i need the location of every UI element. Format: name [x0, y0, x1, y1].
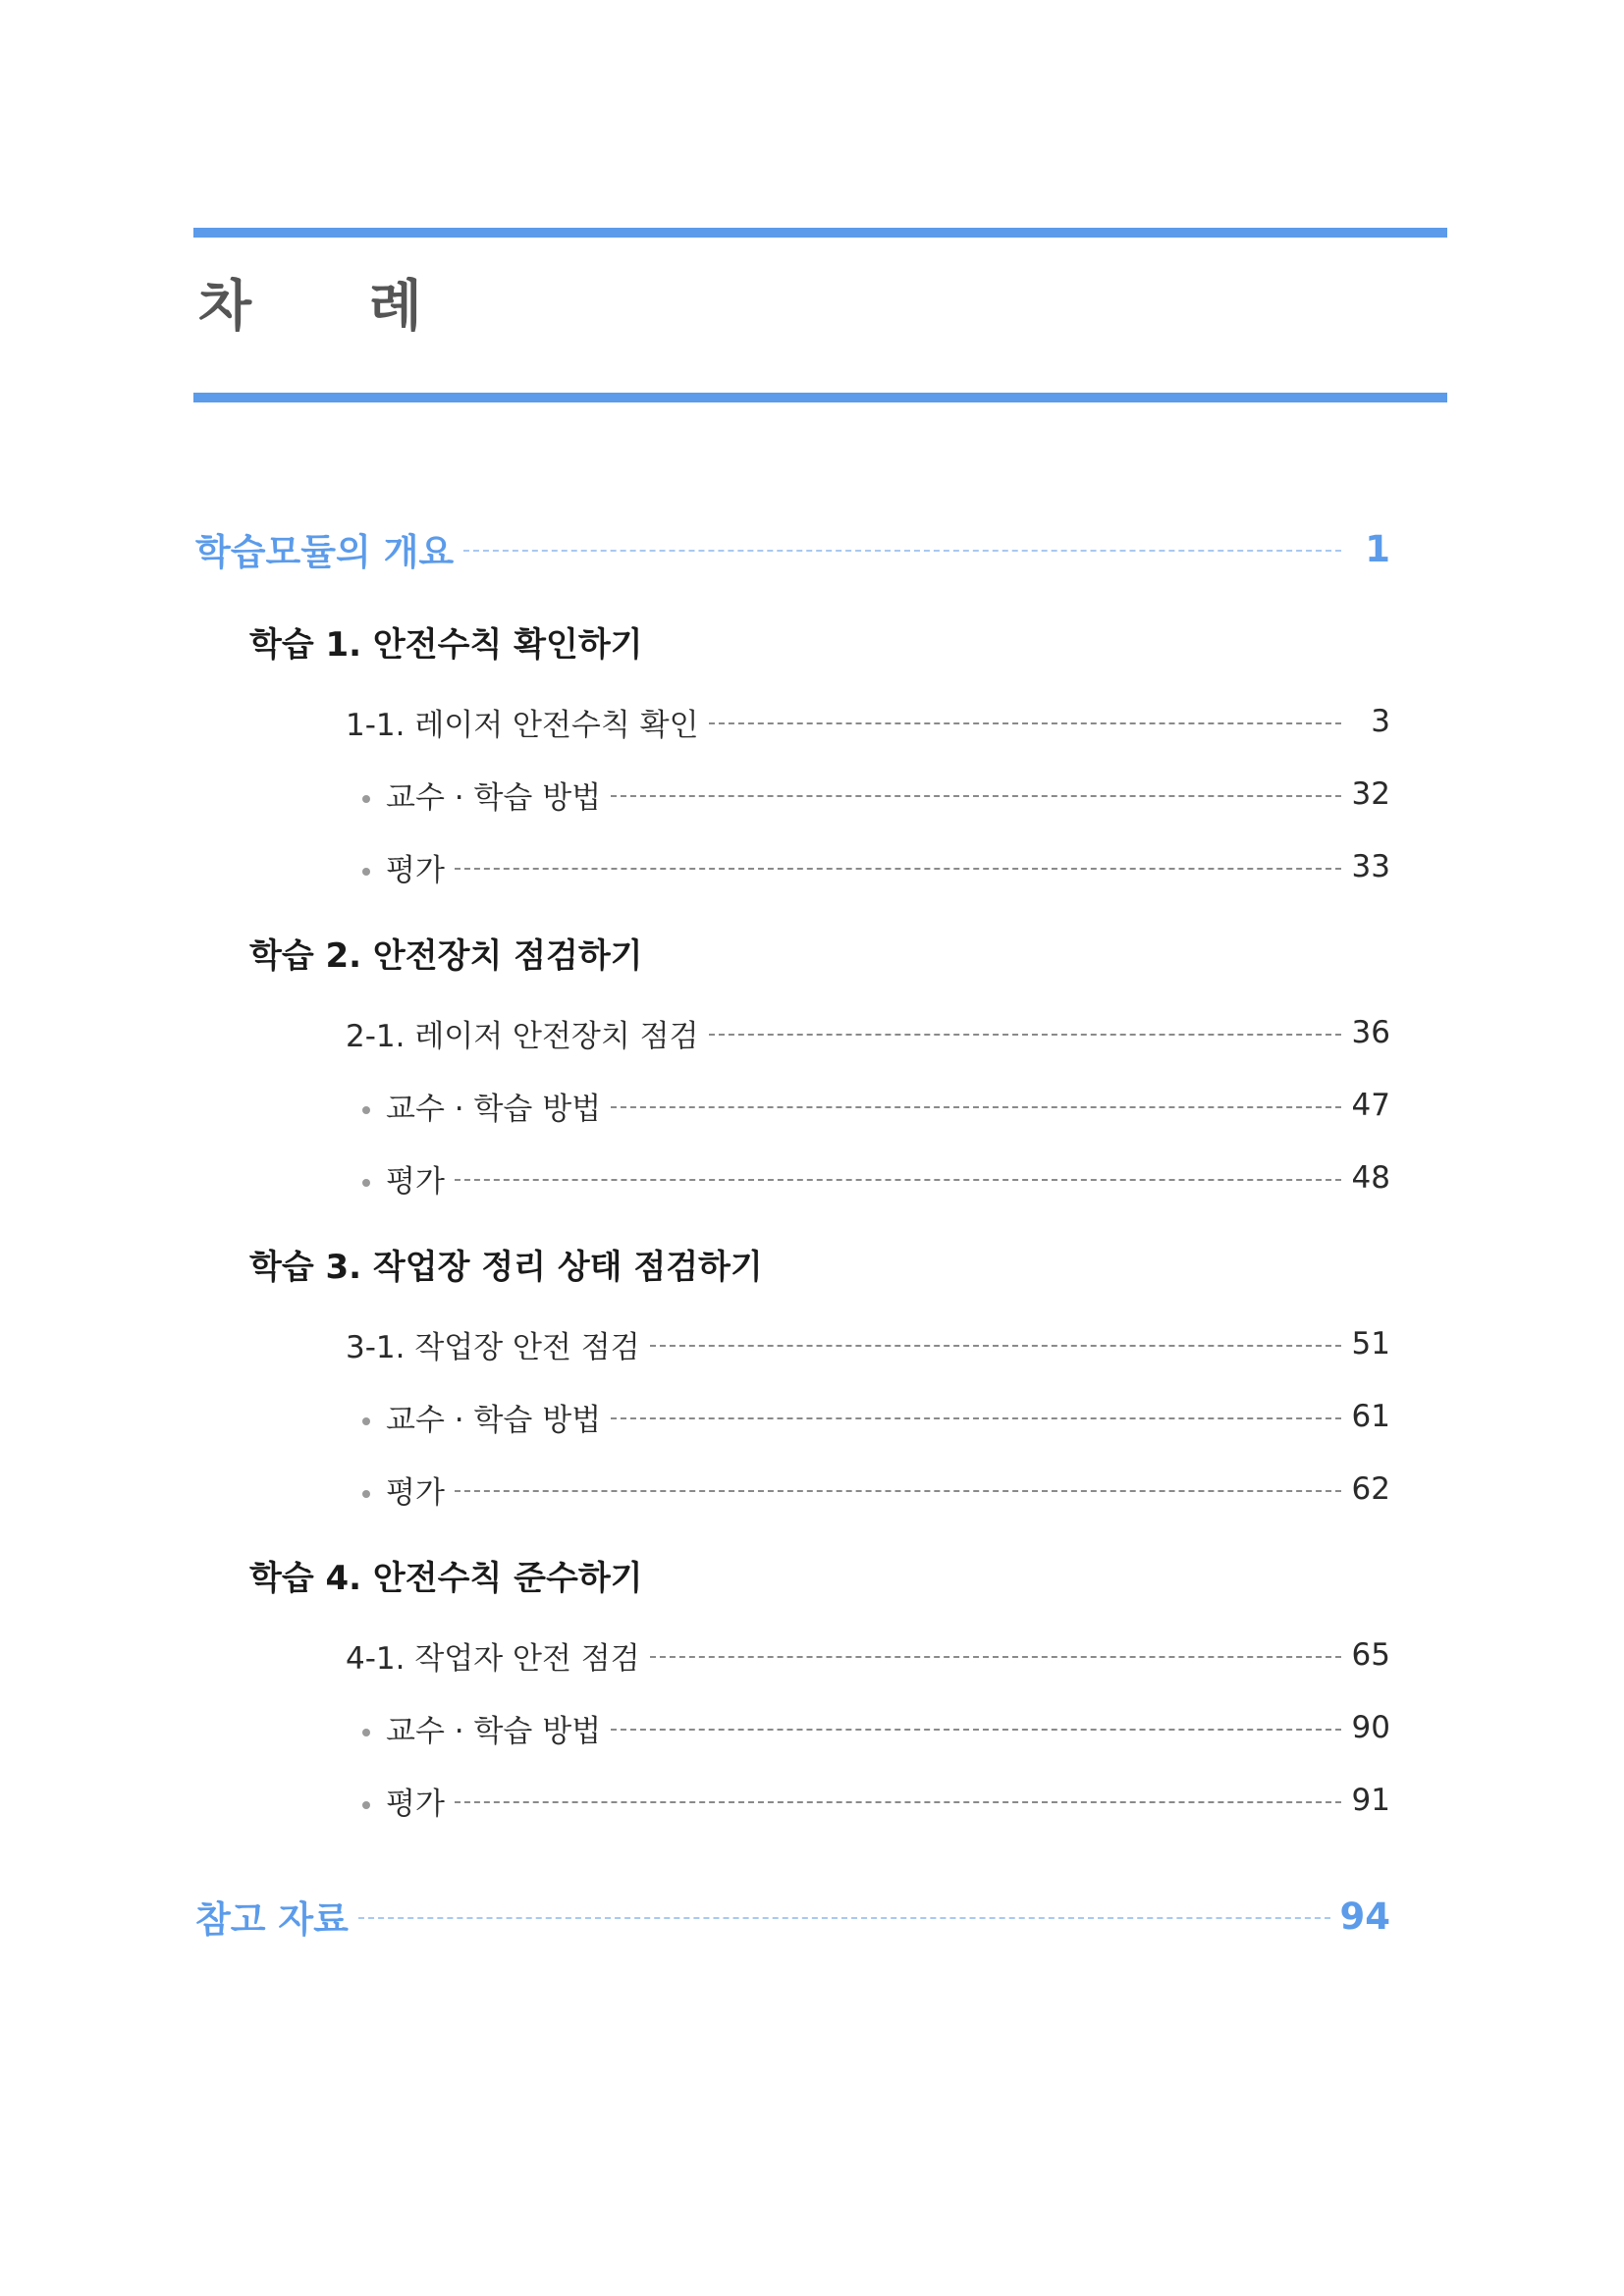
dot-leader	[611, 1729, 1341, 1731]
toc-entry-page: 90	[1351, 1710, 1390, 1745]
toc-entry-label: 1-1. 레이저 안전수칙 확인	[346, 707, 699, 743]
toc-entry-label-text: 평가	[386, 1163, 445, 1200]
toc-entry-label	[362, 1706, 601, 1750]
dot-leader	[463, 550, 1341, 552]
toc-entry-page: 51	[1351, 1326, 1390, 1362]
toc-entry-page: 61	[1351, 1399, 1390, 1434]
dot-leader	[455, 1490, 1341, 1492]
bullet-icon	[362, 868, 370, 876]
bullet-icon	[362, 795, 370, 803]
toc-entry-page: 36	[1351, 1015, 1390, 1050]
learning-3-heading[interactable]: 학습 3. 작업장 정리 상태 점검하기	[249, 1248, 763, 1287]
toc-entry-page: 65	[1351, 1637, 1390, 1673]
title-top-rule	[193, 228, 1447, 238]
toc-entry-learning-4-method[interactable]	[362, 1707, 1390, 1748]
toc-entry-page: 94	[1339, 1895, 1390, 1938]
toc-entry-page: 48	[1351, 1160, 1390, 1196]
toc-entry-label	[362, 845, 445, 889]
dot-leader	[358, 1917, 1330, 1919]
learning-1-heading[interactable]: 학습 1. 안전수칙 확인하기	[249, 625, 643, 665]
dot-leader	[709, 722, 1341, 724]
page-title: 차 례	[198, 275, 471, 339]
toc-entry-label-text: 교수 · 학습 방법	[386, 1091, 602, 1127]
toc-entry-label	[362, 1468, 445, 1512]
toc-entry-label: 학습모듈의 개요	[195, 531, 455, 573]
toc-entry-learning-1-eval[interactable]	[362, 846, 1390, 887]
learning-4-heading[interactable]: 학습 4. 안전수칙 준수하기	[249, 1559, 643, 1598]
bullet-icon	[362, 1106, 370, 1114]
dot-leader	[650, 1656, 1341, 1658]
toc-entry-learning-2-method[interactable]	[362, 1085, 1390, 1126]
toc-entry-label-text: 교수 · 학습 방법	[386, 779, 602, 816]
dot-leader	[611, 795, 1341, 797]
dot-leader	[611, 1417, 1341, 1419]
toc-entry-label	[362, 773, 601, 817]
toc-entry-label	[362, 1084, 601, 1128]
toc-entry-page: 3	[1371, 704, 1390, 739]
toc-entry-page: 1	[1365, 527, 1390, 570]
toc-entry-learning-1-method[interactable]	[362, 774, 1390, 815]
toc-entry-label	[362, 1156, 445, 1201]
bullet-icon	[362, 1729, 370, 1736]
dot-leader	[455, 1179, 1341, 1181]
toc-entry-page: 91	[1351, 1783, 1390, 1818]
toc-entry-page: 32	[1351, 776, 1390, 812]
dot-leader	[455, 868, 1341, 870]
bullet-icon	[362, 1179, 370, 1187]
title-bottom-rule	[193, 393, 1447, 402]
dot-leader	[611, 1106, 1341, 1108]
toc-entry-label: 4-1. 작업자 안전 점검	[346, 1640, 640, 1677]
toc-entry-page: 47	[1351, 1088, 1390, 1123]
bullet-icon	[362, 1801, 370, 1809]
toc-entry-label-text: 평가	[386, 1786, 445, 1822]
toc-entry-label: 참고 자료	[195, 1898, 349, 1941]
bullet-icon	[362, 1417, 370, 1425]
toc-entry-learning-3-1[interactable]	[346, 1323, 1390, 1364]
toc-entry-label	[362, 1395, 601, 1439]
learning-2-heading[interactable]: 학습 2. 안전장치 점검하기	[249, 936, 643, 976]
dot-leader	[650, 1345, 1341, 1347]
dot-leader	[455, 1801, 1341, 1803]
toc-entry-page: 33	[1351, 849, 1390, 884]
toc-entry-learning-3-method[interactable]	[362, 1396, 1390, 1437]
toc-entry-label	[362, 1779, 445, 1823]
toc-entry-learning-2-1[interactable]	[346, 1012, 1390, 1053]
toc-entry-learning-1-1[interactable]	[346, 701, 1390, 742]
toc-entry-label: 3-1. 작업장 안전 점검	[346, 1329, 640, 1365]
toc-entry-learning-4-eval[interactable]	[362, 1780, 1390, 1821]
toc-entry-learning-4-1[interactable]	[346, 1634, 1390, 1676]
toc-entry-learning-2-eval[interactable]	[362, 1157, 1390, 1199]
toc-entry-page: 62	[1351, 1471, 1390, 1507]
toc-entry-label-text: 교수 · 학습 방법	[386, 1402, 602, 1438]
dot-leader	[709, 1034, 1341, 1036]
toc-entry-label-text: 평가	[386, 1474, 445, 1511]
toc-entry-label-text: 교수 · 학습 방법	[386, 1713, 602, 1749]
toc-entry-label-text: 평가	[386, 852, 445, 888]
toc-entry-learning-3-eval[interactable]	[362, 1468, 1390, 1510]
toc-entry-overview[interactable]	[195, 524, 1390, 573]
toc-entry-label: 2-1. 레이저 안전장치 점검	[346, 1018, 699, 1054]
bullet-icon	[362, 1490, 370, 1498]
toc-entry-references[interactable]	[195, 1892, 1390, 1941]
